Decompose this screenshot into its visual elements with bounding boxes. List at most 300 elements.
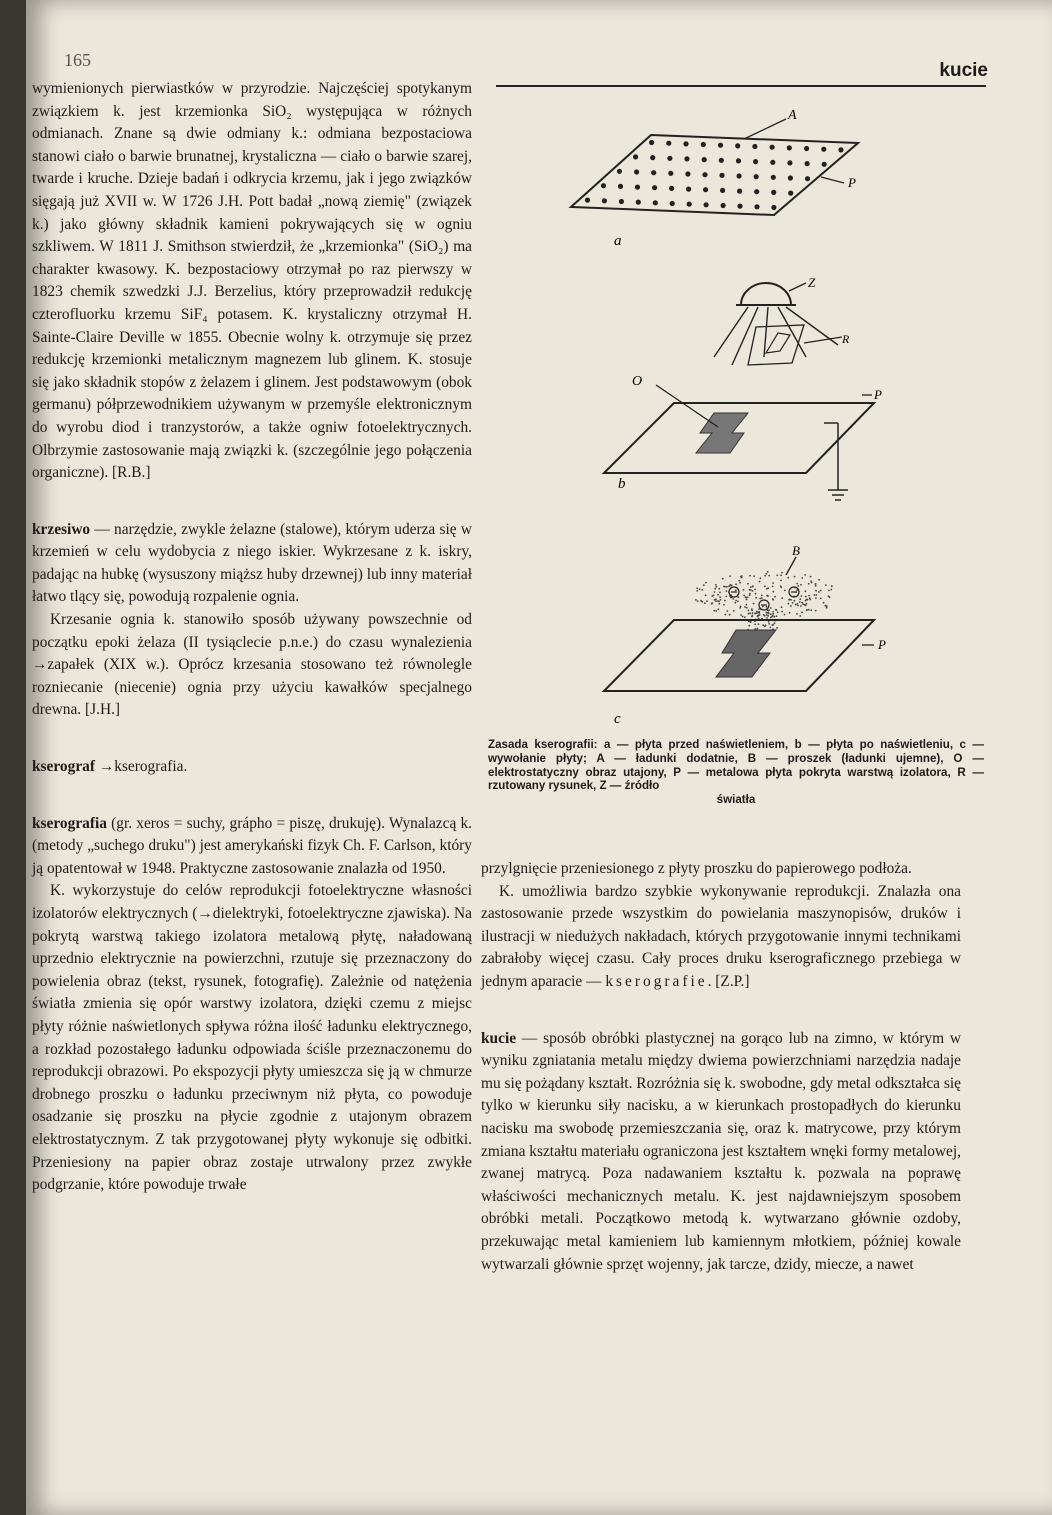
charge-dot <box>736 158 741 163</box>
powder-particle <box>718 601 720 603</box>
powder-particle <box>810 576 812 578</box>
powder-particle <box>755 597 757 599</box>
panel-b <box>604 275 882 500</box>
powder-particle <box>760 577 762 579</box>
powder-particle <box>751 609 753 611</box>
developed-image <box>716 630 776 677</box>
powder-particle <box>748 610 750 612</box>
powder-particle <box>823 602 825 604</box>
label-P-c: P <box>878 637 886 652</box>
powder-particle <box>811 582 813 584</box>
book-page <box>26 0 1052 1515</box>
powder-particle <box>757 611 759 613</box>
powder-particle <box>748 625 750 627</box>
label-P-b: P <box>874 387 882 402</box>
powder-particle <box>705 594 707 596</box>
powder-particle <box>716 586 718 588</box>
powder-particle <box>780 575 782 577</box>
powder-particle <box>739 607 741 609</box>
powder-particle <box>759 581 761 583</box>
powder-particle <box>767 615 769 617</box>
powder-particle <box>735 583 737 585</box>
powder-particle <box>772 591 774 593</box>
powder-particle <box>724 614 726 616</box>
powder-particle <box>703 584 705 586</box>
charge-dot <box>585 198 590 203</box>
powder-particle <box>744 606 746 608</box>
charge-dot <box>653 200 658 205</box>
label-O: O <box>632 374 643 389</box>
powder-particle <box>804 574 806 576</box>
powder-particle <box>726 590 728 592</box>
powder-particle <box>789 599 791 601</box>
kserografia-paragraph-3 <box>481 881 961 994</box>
powder-particle <box>820 598 822 600</box>
powder-particle <box>767 595 769 597</box>
kucie-entry <box>481 1028 961 1277</box>
charge-dot <box>666 141 671 146</box>
powder-particle <box>765 573 767 575</box>
powder-particle <box>764 575 766 577</box>
krzesiwo-definition: — narzędzie, zwykle żelazne (stalowe), którym uderza się w krzemień w celu wydobycia z niego iskier. Wykrzesane z k. iskry, padając na hubkę (wysuszony miąższ huby drzewnej) lub inny materiał łatwo tlący się, powodują rozpalenie ognia. <box>32 520 472 606</box>
powder-particle <box>799 615 801 617</box>
leader-B <box>786 557 796 575</box>
headword-krzesiwo: krzesiwo <box>32 520 91 538</box>
powder-particle <box>747 583 749 585</box>
powder-particle <box>768 609 770 611</box>
entry-gap <box>32 797 472 813</box>
powder-particle <box>702 601 704 603</box>
powder-particle <box>696 587 698 589</box>
leader-Z <box>789 283 806 291</box>
powder-particle <box>711 603 713 605</box>
powder-particle <box>809 597 811 599</box>
powder-particle <box>790 605 792 607</box>
powder-particle <box>810 609 812 611</box>
powder-particle <box>828 590 830 592</box>
powder-particle <box>808 595 810 597</box>
powder-particle <box>751 616 753 618</box>
powder-particle <box>766 612 768 614</box>
charge-dot <box>737 189 742 194</box>
powder-particle <box>719 596 721 598</box>
powder-particle <box>713 595 715 597</box>
header-rule <box>496 85 986 87</box>
powder-particle <box>726 610 728 612</box>
powder-particle <box>714 588 716 590</box>
charge-dot <box>685 171 690 176</box>
charge-dot <box>822 162 827 167</box>
powder-particle <box>784 614 786 616</box>
powder-particle <box>781 606 783 608</box>
powder-particle <box>793 600 795 602</box>
projected-drawing <box>748 325 804 365</box>
charge-dot <box>720 188 725 193</box>
powder-particle <box>697 600 699 602</box>
charge-dot <box>686 187 691 192</box>
kserograf-crossref: →kserografia. <box>94 758 188 776</box>
powder-particle <box>801 595 803 597</box>
charge-dot <box>667 156 672 161</box>
charge-dot <box>788 175 793 180</box>
powder-particle <box>719 591 721 593</box>
kserograf-entry <box>32 756 472 779</box>
powder-particle <box>789 612 791 614</box>
powder-particle <box>756 628 758 630</box>
headword-kserograf: kserograf <box>32 758 95 776</box>
powder-particle <box>734 602 736 604</box>
powder-particle <box>735 600 737 602</box>
kserografia-continuation: przylgnięcie przeniesionego z płyty proszku do papierowego podłoża. <box>481 860 912 877</box>
powder-particle <box>715 600 717 602</box>
caption-text: Zasada kserografii: a — płyta przed naświetleniem, b — płyta po naświetleniu, c — wywołanie płyty; A — ładunki dodatnie, B — proszek (ładunki ujemne), O — elektrostatyczny obraz utajony, P — metalowa płyta pokryta warstwą izolatora, R — rzutowany rysunek, Z — źródło <box>488 738 984 793</box>
kserografia-paragraph-2: K. wykorzystuje do celów reprodukcji fotoelektryczne własności izolatorów elektrycznych (→dielektryki, fotoelektryczne zjawiska). Na pokrytą warstwą takiego izolatora metalową płytę, naładowaną uprzednio elektrycznie na powierzchni, rzutuje się przeznaczony do powielenia obraz (tekst, rysunek, fotografię). Zależnie od natężenia światła zmienia się opór warstwy izolatora, dzięki czemu z miejsc płyty różnie naświetlonych spływa różna ilość ładunku elektrycznego, a rozkład pozostałego ładunku odpowiada ściśle przeznaczonemu do reprodukcji obrazowi. Po ekspozycji płyty umieszcza się ją w chmurze drobnego proszku o ładunku przeciwnym niż płyta, co powoduje osadzanie się proszku na płycie zgodnie z utajonym obrazem elektrostatycznym. Z tak przygotowanej płyty wykonuje się odbitki. Przeniesiony na papier obraz zostaje utrwalony przez zwykłe podgrzanie, które powoduje trwałe <box>32 882 472 1194</box>
powder-particle <box>767 587 769 589</box>
powder-particle <box>796 583 798 585</box>
powder-particle <box>752 590 754 592</box>
charge-dot <box>770 145 775 150</box>
powder-particle <box>729 575 731 577</box>
powder-particle <box>830 589 832 591</box>
powder-particle <box>777 611 779 613</box>
charge-dot <box>670 201 675 206</box>
charge-dot <box>719 173 724 178</box>
powder-particle <box>749 612 751 614</box>
powder-particle <box>705 582 707 584</box>
powder-particle <box>715 584 717 586</box>
kserografia-entry <box>32 813 472 881</box>
powder-particle <box>829 596 831 598</box>
charge-dot <box>684 156 689 161</box>
powder-particle <box>762 606 764 608</box>
powder-particle <box>759 598 761 600</box>
powder-particle <box>713 610 715 612</box>
charge-dot <box>702 157 707 162</box>
powder-particle <box>768 575 770 577</box>
powder-particle <box>784 590 786 592</box>
charge-dot <box>619 199 624 204</box>
powder-particle <box>773 616 775 618</box>
charge-dot <box>633 154 638 159</box>
charge-dot <box>805 176 810 181</box>
powder-particle <box>753 603 755 605</box>
charge-dot <box>649 140 654 145</box>
kucie-definition: — sposób obróbki plastycznej na gorąco lub na zimno, w którym w wyniku zgniatania metalu między dwiema powierzchniami narzędzia nadaje mu się pożądany kształt. Rozróżnia się k. swobodne, gdy metal odkształca się tylko w kierunku siły nacisku, a w kierunkach prostopadłych do kierunku nacisku ma swobodę przemieszczania się, oraz k. matrycowe, przy którym zmiana kształtu materiału ograniczona jest kształtem wnęki formy metalowej, zwanej matrycą. Poza nadawaniem kształtu k. pozwala na poprawę właściwości mechanicznych metalu. K. jest najdawniejszym sposobem obróbki metali. Początkowo metodą k. wytwarzano głównie ozdoby, przekuwając metal kamieniem lub kamiennym młotkiem, później kowale wytwarzali głównie sprzęt wojenny, jak tarcze, dzidy, miecze, a nawet <box>481 1029 961 1273</box>
running-head: kucie <box>939 60 988 81</box>
powder-particle <box>772 611 774 613</box>
powder-particle <box>737 596 739 598</box>
charge-dot <box>650 155 655 160</box>
powder-particle <box>744 616 746 618</box>
charge-dot <box>702 172 707 177</box>
powder-particle <box>740 576 742 578</box>
charge-dot <box>753 159 758 164</box>
powder-particle <box>799 601 801 603</box>
powder-particle <box>797 585 799 587</box>
powder-particle <box>797 605 799 607</box>
powder-particle <box>768 623 770 625</box>
label-c: c <box>614 711 621 727</box>
powder-particle <box>788 603 790 605</box>
powder-particle <box>762 624 764 626</box>
powder-particle <box>715 610 717 612</box>
panel-c <box>604 543 886 727</box>
powder-particle <box>735 589 737 591</box>
powder-particle <box>781 572 783 574</box>
powder-particle <box>776 575 778 577</box>
powder-particle <box>749 575 751 577</box>
charge-dot <box>752 144 757 149</box>
latent-image <box>696 413 748 453</box>
powder-particle <box>772 582 774 584</box>
powder-particle <box>740 614 742 616</box>
powder-particle <box>818 591 820 593</box>
powder-particle <box>825 605 827 607</box>
powder-particle <box>758 623 760 625</box>
caption-last-line: światła <box>716 793 756 807</box>
powder-particle <box>750 621 752 623</box>
charge-dot <box>701 142 706 147</box>
kserografie-spaced-word: kserografie <box>605 972 708 990</box>
powder-particle <box>742 616 744 618</box>
powder-particle <box>696 590 698 592</box>
powder-particle <box>801 611 803 613</box>
powder-particle <box>720 599 722 601</box>
powder-particle <box>768 613 770 615</box>
powder-particle <box>746 607 748 609</box>
powder-particle <box>700 600 702 602</box>
powder-particle <box>743 589 745 591</box>
powder-particle <box>787 577 789 579</box>
krzesiwo-entry <box>32 519 472 609</box>
powder-particle <box>743 595 745 597</box>
powder-particle <box>801 602 803 604</box>
powder-particle <box>820 590 822 592</box>
powder-particle <box>723 604 725 606</box>
powder-particle <box>729 614 731 616</box>
powder-particle <box>745 597 747 599</box>
powder-particle <box>776 615 778 617</box>
powder-particle <box>770 607 772 609</box>
powder-particle <box>706 600 708 602</box>
powder-particle <box>732 598 734 600</box>
powder-particle <box>753 575 755 577</box>
powder-particle <box>764 615 766 617</box>
powder-particle <box>826 607 828 609</box>
powder-particle <box>794 576 796 578</box>
charge-dot <box>668 171 673 176</box>
label-B: B <box>792 543 800 558</box>
left-column <box>32 78 472 1197</box>
charge-dot <box>754 174 759 179</box>
plate-a-outline <box>571 135 858 215</box>
powder-particle <box>754 612 756 614</box>
entry-gap <box>32 740 472 756</box>
powder-particle <box>746 599 748 601</box>
powder-particle <box>761 597 763 599</box>
powder-particle <box>805 590 807 592</box>
powder-particle <box>750 586 752 588</box>
powder-particle <box>746 604 748 606</box>
powder-particle <box>792 602 794 604</box>
powder-particle <box>808 609 810 611</box>
powder-particle <box>772 613 774 615</box>
charge-dot <box>601 183 606 188</box>
page-number: 165 <box>64 50 91 70</box>
powder-particle <box>767 571 769 573</box>
powder-particle <box>728 585 730 587</box>
charge-dot <box>805 161 810 166</box>
right-column <box>481 858 961 1276</box>
powder-particle <box>704 602 706 604</box>
charge-dot <box>737 204 742 209</box>
powder-particle <box>800 584 802 586</box>
powder-particle <box>766 606 768 608</box>
headword-kucie: kucie <box>481 1029 517 1047</box>
powder-particle <box>815 597 817 599</box>
charge-dot <box>771 175 776 180</box>
entry-gap <box>32 503 472 519</box>
powder-particle <box>701 589 703 591</box>
powder-particle <box>815 594 817 596</box>
powder-particle <box>725 596 727 598</box>
powder-particle <box>766 614 768 616</box>
charge-dot <box>703 187 708 192</box>
powder-particle <box>723 586 725 588</box>
powder-particle <box>774 622 776 624</box>
krzem-continuation: wymienionych pierwiastków w przyrodzie. Najczęściej spotykanym związkiem k. jest krzemionka SiO₂ występująca w różnych odmianach. Znane są dwie odmiany k.: odmiana bezpostaciowa stanowi ciało o barwie brunatnej, krystaliczna — ciało o barwie szarej, twarde i kruche. Dzieje badań i odkrycia krzemu, jak i jego związków sięgają już XVII w. W 1726 J.H. Pott badał „nową ziemię" (związek k.) jako główny składnik kamieni pokrywających się w ogniu szkliwem. W 1811 J. Smithson stwierdził, że „krzemionka" (SiO₂) ma charakter kwasowy. K. bezpostaciowy otrzymał po raz pierwszy w 1823 chemik szwedzki J.J. Berzelius, który przeprowadził redukcję czterofluorku krzemu SiF₄ potasem. K. krystaliczny otrzymał H. Sainte-Claire Deville w 1855. Obecnie wolny k. otrzymuje się przez redukcję krzemionki metalicznym magnezem lub glinem. K. stosuje się jako składnik stopów z żelazem i glinem. Jest podstawowym (obok germanu) półprzewodnikiem używanym w przemyśle elektronicznym do wyrobu diod i tranzystorów, a także ogniw fotoelektrycznych. Olbrzymie zastosowanie mają związki k. (szczególnie jego połączenia organiczne). [R.B.] <box>32 80 472 482</box>
powder-particle <box>766 617 768 619</box>
powder-particle <box>776 609 778 611</box>
powder-particle <box>770 627 772 629</box>
powder-particle <box>776 627 778 629</box>
powder-particle <box>781 597 783 599</box>
charge-dot <box>771 205 776 210</box>
powder-particle <box>758 614 760 616</box>
figure-caption <box>488 738 984 807</box>
powder-particle <box>815 590 817 592</box>
powder-particle <box>749 589 751 591</box>
charge-dot <box>718 143 723 148</box>
powder-particle <box>774 596 776 598</box>
powder-particle <box>808 583 810 585</box>
powder-particle <box>801 577 803 579</box>
label-b: b <box>618 476 626 492</box>
charge-dot <box>771 190 776 195</box>
powder-particle <box>818 579 820 581</box>
powder-particle <box>770 613 772 615</box>
powder-particle <box>726 586 728 588</box>
powder-particle <box>771 616 773 618</box>
charge-dot <box>788 191 793 196</box>
powder-particle <box>722 578 724 580</box>
powder-particle <box>806 609 808 611</box>
powder-particle <box>800 605 802 607</box>
charge-dot <box>687 202 692 207</box>
powder-particle <box>718 608 720 610</box>
powder-particle <box>768 621 770 623</box>
powder-particle <box>699 588 701 590</box>
powder-particle <box>752 612 754 614</box>
powder-particle <box>758 617 760 619</box>
powder-particle <box>806 599 808 601</box>
leader-P-a <box>821 177 844 183</box>
charge-dot <box>821 147 826 152</box>
powder-particle <box>805 596 807 598</box>
krzesiwo-paragraph-2: Krzesanie ognia k. stanowiło sposób używany powszechnie od początku epoki żelaza (II tysiąclecie p.n.e.) do czasu wynalezienia →zapałek (XIX w.). Oprócz krzesania stosowano też równolegle rozniecanie (niecenie) ognia przy użyciu kawałków specjalnego drewna. [J.H.] <box>32 611 472 719</box>
charge-dot <box>704 202 709 207</box>
powder-particle <box>772 624 774 626</box>
charge-dot <box>754 189 759 194</box>
kserografia-p3-end: . [Z.P.] <box>707 972 750 990</box>
powder-particle <box>815 585 817 587</box>
powder-particle <box>737 601 739 603</box>
label-P-a: P <box>848 175 856 190</box>
charge-dot <box>683 141 688 146</box>
charge-dot <box>735 143 740 148</box>
charge-dot <box>635 185 640 190</box>
charge-dot <box>721 203 726 208</box>
charge-dot <box>634 169 639 174</box>
powder-particle <box>795 604 797 606</box>
powder-particle <box>815 583 817 585</box>
charge-dot <box>636 200 641 205</box>
powder-particle <box>724 600 726 602</box>
powder-particle <box>764 625 766 627</box>
powder-particle <box>806 603 808 605</box>
powder-particle <box>718 588 720 590</box>
label-A: A <box>788 108 797 123</box>
kserografia-p3-text: K. umożliwia bardzo szybkie wykonywanie reprodukcji. Znalazła ona zastosowanie przede wszystkim do powielania maszynopisów, druków i ilustracji w niedużych nakładach, których przygotowanie innymi technikami zabrałoby więcej czasu. Cały proces druku kserograficznego przebiega w jednym aparacie — <box>481 882 961 990</box>
powder-particle <box>796 603 798 605</box>
powder-particle <box>717 594 719 596</box>
charge-dot <box>617 169 622 174</box>
kserografia-definition: (gr. xeros = suchy, grápho = piszę, drukuję). Wynalazcą k. (metody „suchego druku") jest amerykański fizyk Ch. F. Carlson, który ją opatentował w 1948. Praktyczne zastosowanie znalazła od 1950. <box>32 814 472 877</box>
powder-particle <box>796 613 798 615</box>
powder-particle <box>733 610 735 612</box>
charge-dot <box>770 160 775 165</box>
powder-particle <box>754 624 756 626</box>
powder-particle <box>764 585 766 587</box>
headword-kserografia: kserografia <box>32 814 107 832</box>
powder-particle <box>815 610 817 612</box>
leader-O <box>656 385 718 427</box>
powder-particle <box>781 611 783 613</box>
powder-cloud <box>695 571 833 631</box>
powder-particle <box>772 598 774 600</box>
light-source-dome <box>741 283 791 305</box>
charge-dot <box>804 146 809 151</box>
powder-particle <box>799 598 801 600</box>
powder-particle <box>715 598 717 600</box>
panel-a <box>571 108 858 249</box>
charge-dot <box>618 184 623 189</box>
positive-charge-dots <box>585 140 844 210</box>
charge-dot <box>669 186 674 191</box>
charge-dot <box>787 145 792 150</box>
powder-particle <box>755 593 757 595</box>
powder-particle <box>738 580 740 582</box>
powder-particle <box>714 591 716 593</box>
powder-particle <box>761 595 763 597</box>
powder-particle <box>749 594 751 596</box>
powder-particle <box>780 585 782 587</box>
entry-gap <box>481 1012 961 1028</box>
xerography-figure <box>486 95 1006 735</box>
powder-particle <box>730 584 732 586</box>
charge-dot <box>787 160 792 165</box>
powder-particle <box>748 613 750 615</box>
